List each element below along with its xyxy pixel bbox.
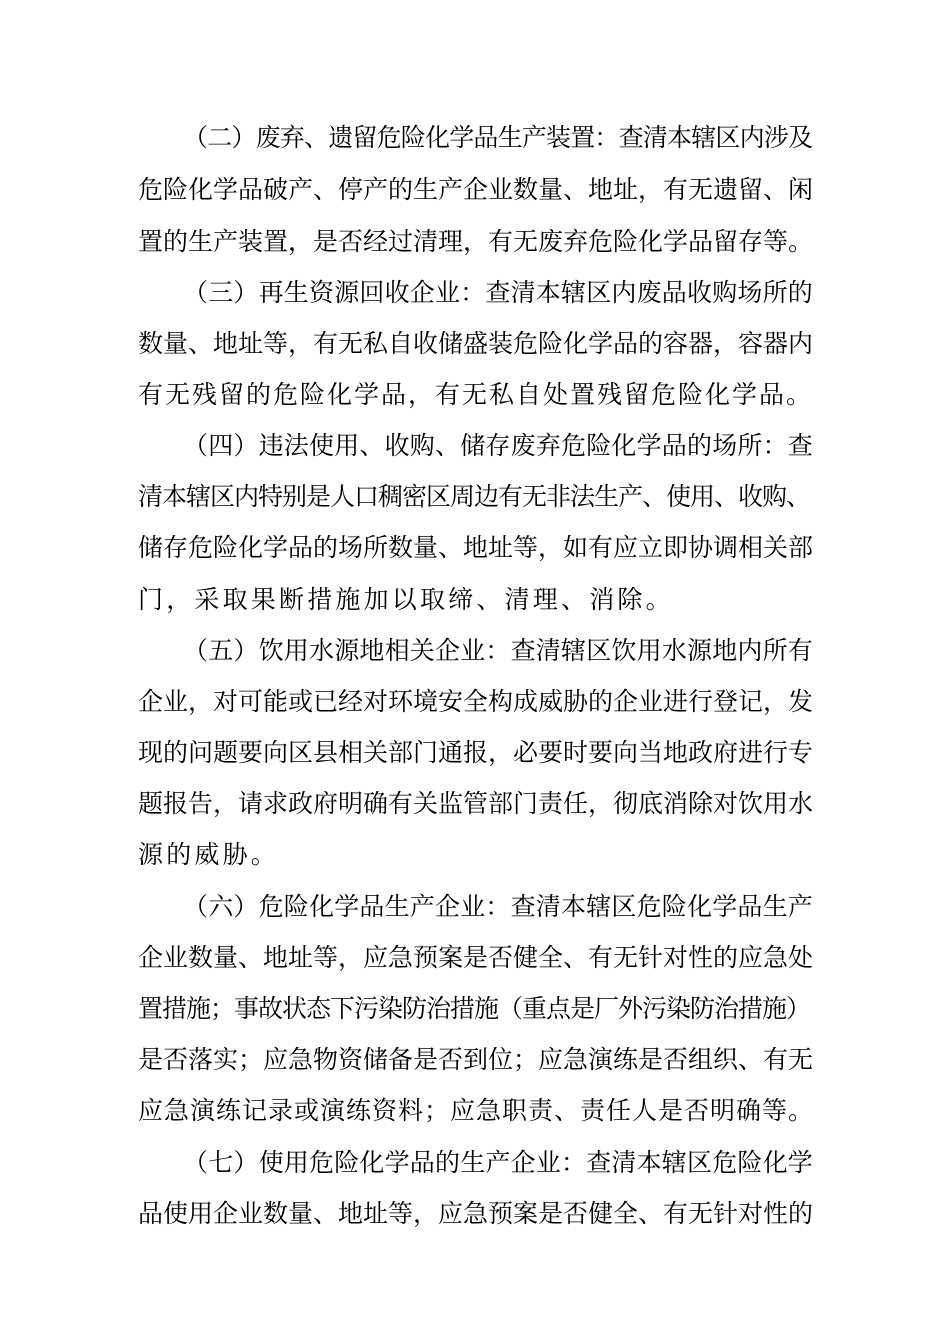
text-line: 置的生产装置，是否经过清理，有无废弃危险化学品留存等。 bbox=[138, 227, 814, 256]
text-line: 源的威胁。 bbox=[138, 840, 280, 869]
text-line: 有无残留的危险化学品，有无私自处置残留危险化学品。 bbox=[138, 380, 814, 409]
text-line: 企业数量、地址等，应急预案是否健全、有无针对性的应急处 bbox=[138, 943, 814, 972]
text-line: 题报告，请求政府明确有关监管部门责任，彻底消除对饮用水 bbox=[138, 789, 814, 818]
text-line: 储存危险化学品的场所数量、地址等，如有应立即协调相关部 bbox=[138, 533, 814, 562]
text-line: 清本辖区内特别是人口稠密区周边有无非法生产、使用、收购、 bbox=[138, 482, 811, 511]
text-line: （三）再生资源回收企业：查清本辖区内废品收购场所的 bbox=[183, 278, 814, 307]
text-line: 企业，对可能或已经对环境安全构成威胁的企业进行登记，发 bbox=[138, 687, 814, 716]
text-line: 数量、地址等，有无私自收储盛装危险化学品的容器，容器内 bbox=[138, 329, 814, 358]
text-line: 现的问题要向区县相关部门通报，必要时要向当地政府进行专 bbox=[138, 738, 814, 767]
text-line: 置措施；事故状态下污染防治措施（重点是厂外污染防治措施） bbox=[138, 994, 811, 1023]
text-line: （七）使用危险化学品的生产企业：查清本辖区危险化学 bbox=[183, 1148, 814, 1177]
text-line: （四）违法使用、收购、储存废弃危险化学品的场所：查 bbox=[183, 431, 814, 460]
text-line: （五）饮用水源地相关企业：查清辖区饮用水源地内所有 bbox=[183, 636, 814, 665]
text-line: 是否落实；应急物资储备是否到位；应急演练是否组织、有无 bbox=[138, 1045, 814, 1074]
text-line: 门，采取果断措施加以取缔、清理、消除。 bbox=[138, 585, 674, 614]
text-line: 危险化学品破产、停产的生产企业数量、地址，有无遗留、闲 bbox=[138, 175, 814, 204]
text-line: （二）废弃、遗留危险化学品生产装置：查清本辖区内涉及 bbox=[183, 123, 813, 152]
text-line: 品使用企业数量、地址等，应急预案是否健全、有无针对性的 bbox=[138, 1199, 814, 1228]
text-line: 应急演练记录或演练资料；应急职责、责任人是否明确等。 bbox=[138, 1096, 815, 1125]
text-line: （六）危险化学品生产企业：查清本辖区危险化学品生产 bbox=[183, 892, 814, 921]
